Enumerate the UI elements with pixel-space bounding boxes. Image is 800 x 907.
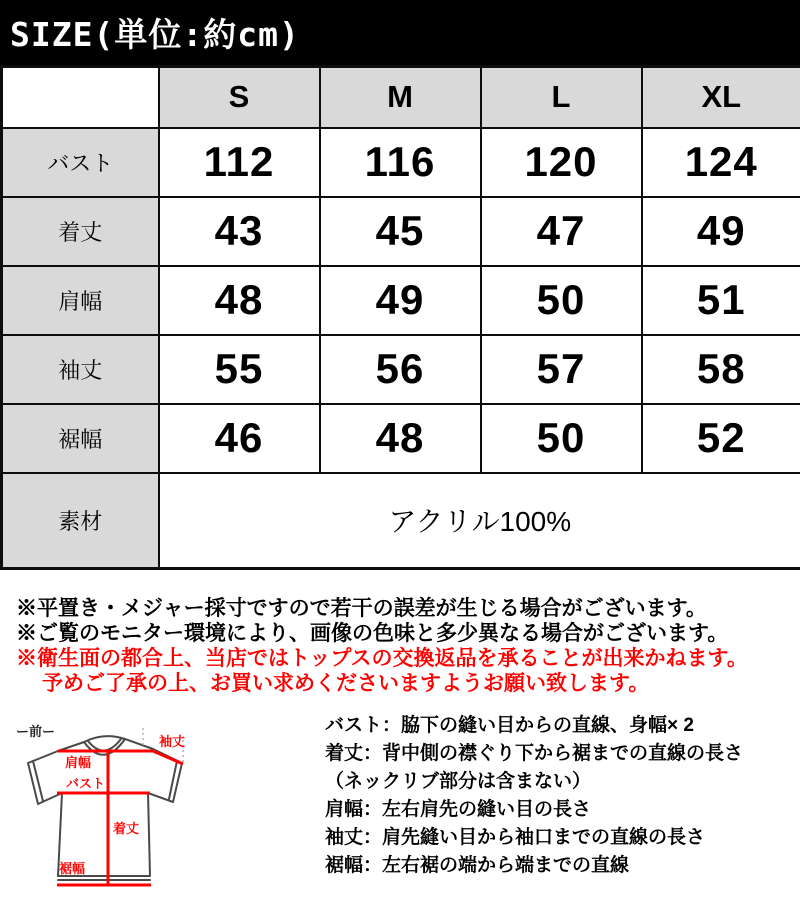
note-no-returns: ※衛生面の都合上、当店ではトップスの交換返品を承ることが出来かねます。 bbox=[16, 646, 800, 671]
measurement-guide-section bbox=[0, 706, 800, 907]
tshirt-outline bbox=[28, 736, 182, 880]
bust-value-l: 120 bbox=[481, 128, 642, 197]
shoulder-value-xl: 51 bbox=[642, 266, 800, 335]
tshirt-measurement-diagram bbox=[0, 706, 325, 907]
shoulder-value-l: 50 bbox=[481, 266, 642, 335]
description-bust: バスト：脇下の縫い目からの直線、身幅× 2 bbox=[325, 712, 743, 740]
shoulder-value-m: 49 bbox=[320, 266, 481, 335]
diagram-front-label: ー前ー bbox=[16, 724, 55, 739]
column-header-s: S bbox=[159, 67, 320, 128]
hem-value-xl: 52 bbox=[642, 404, 800, 473]
length-value-s: 43 bbox=[159, 197, 320, 266]
row-label-sleeve: 袖丈 bbox=[2, 335, 159, 404]
note-please-understand: 予めご了承の上、お買い求めくださいますようお願い致します。 bbox=[16, 671, 800, 696]
table-row-bust bbox=[2, 128, 800, 197]
tshirt-diagram-svg bbox=[0, 706, 325, 902]
description-hem: 裾幅：左右裾の端から端までの直線 bbox=[325, 852, 743, 880]
sleeve-length-label: 袖丈 bbox=[159, 734, 185, 749]
table-row-hem bbox=[2, 404, 800, 473]
sleeve-value-xl: 58 bbox=[642, 335, 800, 404]
length-value-l: 47 bbox=[481, 197, 642, 266]
description-length: 着丈：背中側の襟ぐり下から裾までの直線の長さ bbox=[325, 740, 743, 768]
row-label-bust: バスト bbox=[2, 128, 159, 197]
bust-value-m: 116 bbox=[320, 128, 481, 197]
shoulder-value-s: 48 bbox=[159, 266, 320, 335]
body-length-label: 着丈 bbox=[113, 821, 139, 836]
table-row-length bbox=[2, 197, 800, 266]
description-shoulder: 肩幅：左右肩先の縫い目の長さ bbox=[325, 796, 743, 824]
sleeve-length-line bbox=[153, 751, 183, 764]
column-header-m: M bbox=[320, 67, 481, 128]
sleeve-value-s: 55 bbox=[159, 335, 320, 404]
shoulder-width-label: 肩幅 bbox=[65, 755, 91, 770]
size-table-header-row bbox=[2, 67, 800, 128]
row-label-hem: 裾幅 bbox=[2, 404, 159, 473]
column-header-l: L bbox=[481, 67, 642, 128]
table-corner-cell bbox=[2, 67, 159, 128]
length-value-m: 45 bbox=[320, 197, 481, 266]
description-length-note: （ネックリブ部分は含まない） bbox=[325, 768, 743, 796]
sleeve-value-m: 56 bbox=[320, 335, 481, 404]
note-monitor-color: ※ご覧のモニター環境により、画像の色味と多少異なる場合がございます。 bbox=[16, 621, 800, 646]
sleeve-value-l: 57 bbox=[481, 335, 642, 404]
row-label-length: 着丈 bbox=[2, 197, 159, 266]
material-value: アクリル100% bbox=[159, 473, 800, 569]
bust-label: バスト bbox=[66, 776, 105, 791]
size-chart-title-bar bbox=[0, 0, 800, 65]
hem-value-m: 48 bbox=[320, 404, 481, 473]
bust-value-s: 112 bbox=[159, 128, 320, 197]
note-measurement-tolerance: ※平置き・メジャー採寸ですので若干の誤差が生じる場合がございます。 bbox=[16, 596, 800, 621]
table-row-sleeve bbox=[2, 335, 800, 404]
row-label-shoulder: 肩幅 bbox=[2, 266, 159, 335]
hem-value-l: 50 bbox=[481, 404, 642, 473]
table-row-material bbox=[2, 473, 800, 569]
size-table bbox=[0, 65, 800, 570]
row-label-material: 素材 bbox=[2, 473, 159, 569]
hem-value-s: 46 bbox=[159, 404, 320, 473]
bust-value-xl: 124 bbox=[642, 128, 800, 197]
table-row-shoulder bbox=[2, 266, 800, 335]
description-sleeve: 袖丈：肩先縫い目から袖口までの直線の長さ bbox=[325, 824, 743, 852]
size-chart-title: SIZE(単位:約cm) bbox=[10, 9, 300, 56]
length-value-xl: 49 bbox=[642, 197, 800, 266]
hem-width-label: 裾幅 bbox=[59, 861, 85, 876]
notes-section bbox=[0, 570, 800, 696]
column-header-xl: XL bbox=[642, 67, 800, 128]
measurement-descriptions bbox=[325, 706, 743, 907]
